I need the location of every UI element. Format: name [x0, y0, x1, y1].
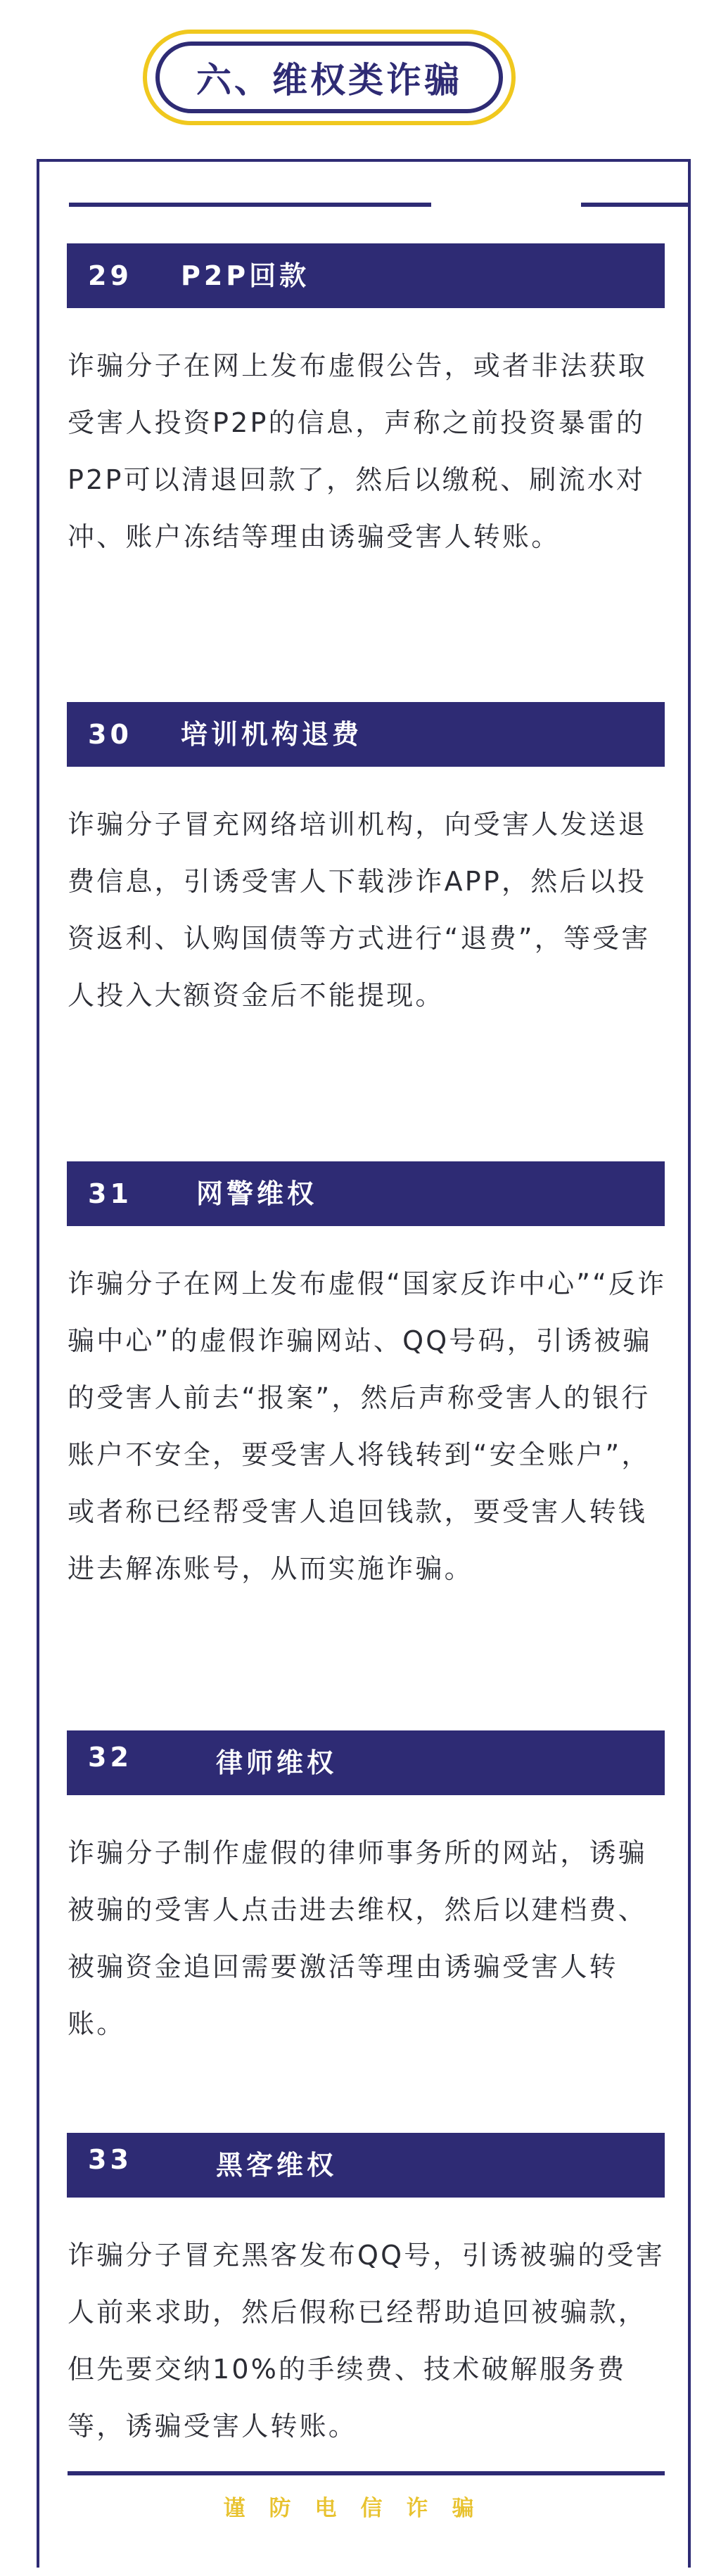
section-number: 33	[88, 2144, 132, 2175]
section-body-32: 诈骗分子制作虚假的律师事务所的网站，诱骗被骗的受害人点击进去维权，然后以建档费、被骗资金追回需要激活等理由诱骗受害人转账。	[68, 1837, 648, 2039]
section-name: 黑客维权	[216, 2150, 338, 2181]
section-body-29: 诈骗分子在网上发布虚假公告，或者非法获取受害人投资P2P的信息，声称之前投资暴雷的P2P可以清退回款了，然后以缴税、刷流水对冲、账户冻结等理由诱骗受害人转账。	[68, 350, 648, 552]
section-name: 培训机构退费	[181, 719, 363, 750]
top-divider-right	[581, 203, 691, 207]
section-body-33: 诈骗分子冒充黑客发布QQ号，引诱被骗的受害人前来求助，然后假称已经帮助追回被骗款，但先要交纳10%的手续费、技术破解服务费等，诱骗受害人转账。	[68, 2240, 665, 2442]
section-header-33	[67, 2133, 665, 2198]
section-number: 30	[88, 719, 132, 750]
section-title-badge	[143, 30, 516, 125]
section-number: 31	[88, 1178, 132, 1209]
bottom-divider	[68, 2471, 665, 2475]
section-number: 29	[88, 260, 132, 291]
top-divider-left	[69, 203, 431, 207]
section-title: 六、维权类诈骗	[155, 42, 503, 113]
section-header-32	[67, 1730, 665, 1795]
section-header-31	[67, 1161, 665, 1226]
section-name: 网警维权	[196, 1178, 318, 1209]
section-header-29	[67, 243, 665, 308]
footer-slogan: 谨防电信诈骗	[223, 2496, 498, 2521]
section-body-31: 诈骗分子在网上发布虚假“国家反诈中心”“反诈骗中心”的虚假诈骗网站、QQ号码，引诱被骗的受害人前去“报案”，然后声称受害人的银行账户不安全，要受害人将钱转到“安全账户”，或者称已经帮受害人追回钱款，要受害人转钱进去解冻账号，从而实施诈骗。	[68, 1268, 667, 1584]
section-name: 律师维权	[216, 1747, 338, 1778]
section-name: P2P回款	[181, 260, 310, 291]
section-body-30: 诈骗分子冒充网络培训机构，向受害人发送退费信息，引诱受害人下载涉诈APP，然后以投资返利、认购国债等方式进行“退费”，等受害人投入大额资金后不能提现。	[68, 809, 651, 1011]
section-number: 32	[88, 1742, 132, 1773]
section-header-30	[67, 702, 665, 767]
